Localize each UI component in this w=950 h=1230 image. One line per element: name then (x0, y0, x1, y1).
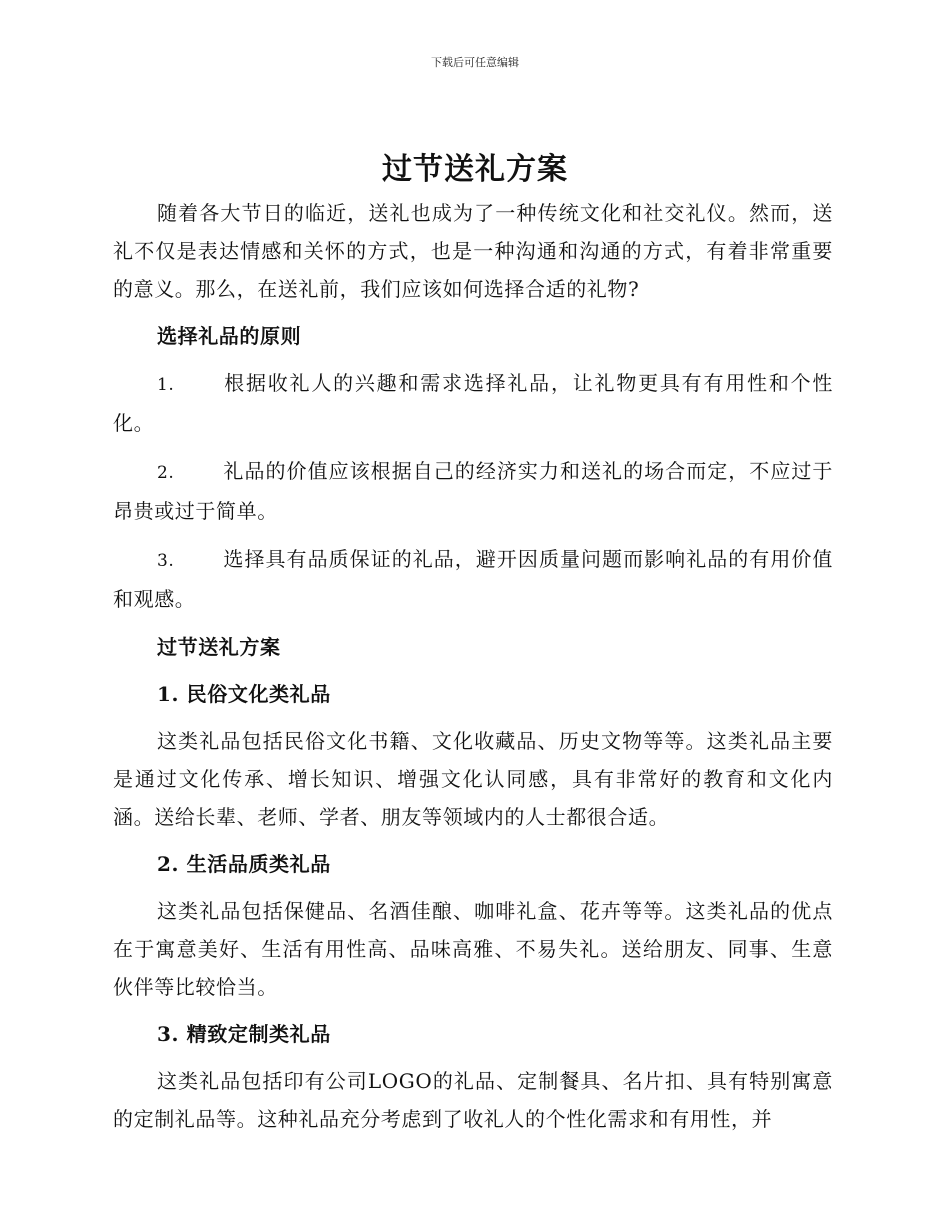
section-heading-principles: 选择礼品的原则 (157, 324, 302, 348)
subsection-paragraph: 这类礼品包括民俗文化书籍、文化收藏品、历史文物等等。这类礼品主要是通过文化传承、增长知识、增强文化认同感，具有非常好的教育和文化内涵。送给长辈、老师、学者、朋友等领域内的人士都很合适。 (113, 729, 833, 829)
subsection-paragraph: 这类礼品包括印有公司LOGO的礼品、定制餐具、名片扣、具有特别寓意的定制礼品等。这种礼品充分考虑到了收礼人的个性化需求和有用性，并 (113, 1069, 833, 1131)
intro-paragraph: 随着各大节日的临近，送礼也成为了一种传统文化和社交礼仪。然而，送礼不仅是表达情感和关怀的方式，也是一种沟通和沟通的方式，有着非常重要的意义。那么，在送礼前，我们应该如何选择合适的礼物? (113, 201, 833, 301)
list-item-number: 2. (157, 463, 175, 483)
subsection-heading: 3. 精致定制类礼品 (157, 1022, 331, 1046)
list-item-text: 礼品的价值应该根据自己的经济实力和送礼的场合而定，不应过于昂贵或过于简单。 (113, 459, 833, 523)
list-item-text: 选择具有品质保证的礼品，避开因质量问题而影响礼品的有用价值和观感。 (113, 547, 833, 611)
section-heading-plan: 过节送礼方案 (157, 635, 281, 659)
list-item (113, 452, 833, 530)
header-note: 下载后可任意编辑 (431, 56, 519, 69)
subsection-paragraph: 这类礼品包括保健品、名酒佳酿、咖啡礼盒、花卉等等。这类礼品的优点在于寓意美好、生活有用性高、品味高雅、不易失礼。送给朋友、同事、生意伙伴等比较恰当。 (113, 899, 833, 999)
list-item (113, 540, 833, 618)
list-item (113, 364, 833, 442)
subsection-heading: 2. 生活品质类礼品 (157, 852, 331, 876)
subsection-heading: 1. 民俗文化类礼品 (157, 682, 331, 706)
list-item-text: 根据收礼人的兴趣和需求选择礼品，让礼物更具有有用性和个性化。 (113, 371, 833, 435)
document-body (113, 194, 833, 1138)
list-item-number: 3. (157, 551, 175, 571)
page-title: 过节送礼方案 (382, 152, 568, 187)
list-item-number: 1. (157, 375, 175, 395)
